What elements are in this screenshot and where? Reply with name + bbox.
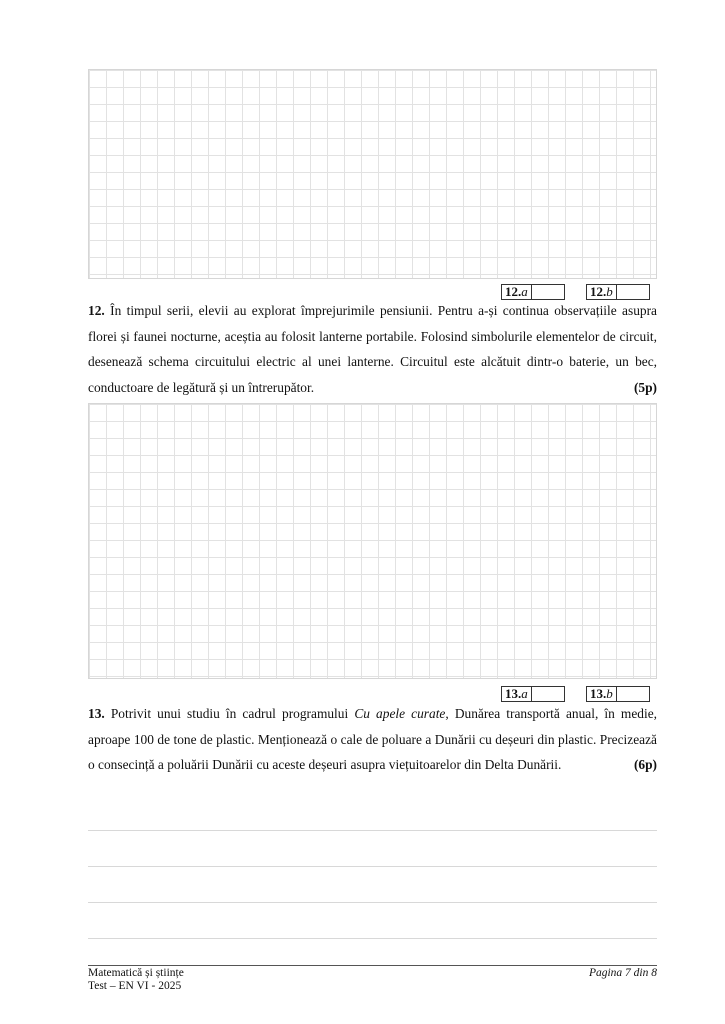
score-box-number: 13. <box>505 686 522 701</box>
score-cell[interactable] <box>532 285 564 299</box>
question-12 <box>88 298 657 400</box>
footer-test: Test – EN VI - 2025 <box>88 980 182 992</box>
score-box-letter: b <box>606 284 613 299</box>
score-cell[interactable] <box>617 285 649 299</box>
score-box-number: 12. <box>590 284 607 299</box>
score-box-letter: b <box>606 686 613 701</box>
footer-divider <box>88 965 657 966</box>
points-badge: (6p) <box>633 757 657 773</box>
answer-line[interactable] <box>88 938 657 939</box>
footer-subject: Matematică și științe <box>88 967 184 979</box>
answer-line[interactable] <box>88 902 657 903</box>
points-badge: (5p) <box>633 379 657 395</box>
score-cell[interactable] <box>617 687 649 701</box>
question-number: 12. <box>88 303 105 318</box>
question-text-continued: , Dunărea transportă anual, în medie, aproape 100 de tone de plastic. Menționează o cale de poluare a Dunării cu deșeuri din plastic. Precizează o consecință a poluării Dunării cu aceste deșeuri asupra viețuitoarelor din Delta Dunării. <box>88 706 657 773</box>
score-box-13a <box>501 686 565 702</box>
score-box-number: 13. <box>590 686 607 701</box>
score-box-13b <box>586 686 650 702</box>
score-box-number: 12. <box>505 284 522 299</box>
page-footer <box>88 967 657 993</box>
question-text: Potrivit unui studiu în cadrul programului <box>110 706 355 721</box>
answer-line[interactable] <box>88 866 657 867</box>
footer-page-number: Pagina 7 din 8 <box>588 967 657 979</box>
answer-grid-q12[interactable] <box>88 403 657 679</box>
score-box-letter: a <box>521 686 528 701</box>
answer-lines[interactable] <box>88 830 657 974</box>
score-cell[interactable] <box>532 687 564 701</box>
question-13 <box>88 701 657 778</box>
program-name: Cu apele curate <box>354 706 446 721</box>
score-box-letter: a <box>521 284 528 299</box>
question-number: 13. <box>88 706 105 721</box>
answer-line[interactable] <box>88 830 657 831</box>
question-text: În timpul serii, elevii au explorat împrejurimile pensiunii. Pentru a-și continua observațiile asupra florei și faunei nocturne, aceștia au folosit lanterne portabile. Folosind simbolurile elementelor de circuit, desenează schema circuitului electric al unei lanterne. Circuitul este alcătuit dintr-o baterie, un bec, conductoare de legătură și un întrerupător. <box>88 303 657 395</box>
answer-grid-q11[interactable] <box>88 69 657 279</box>
